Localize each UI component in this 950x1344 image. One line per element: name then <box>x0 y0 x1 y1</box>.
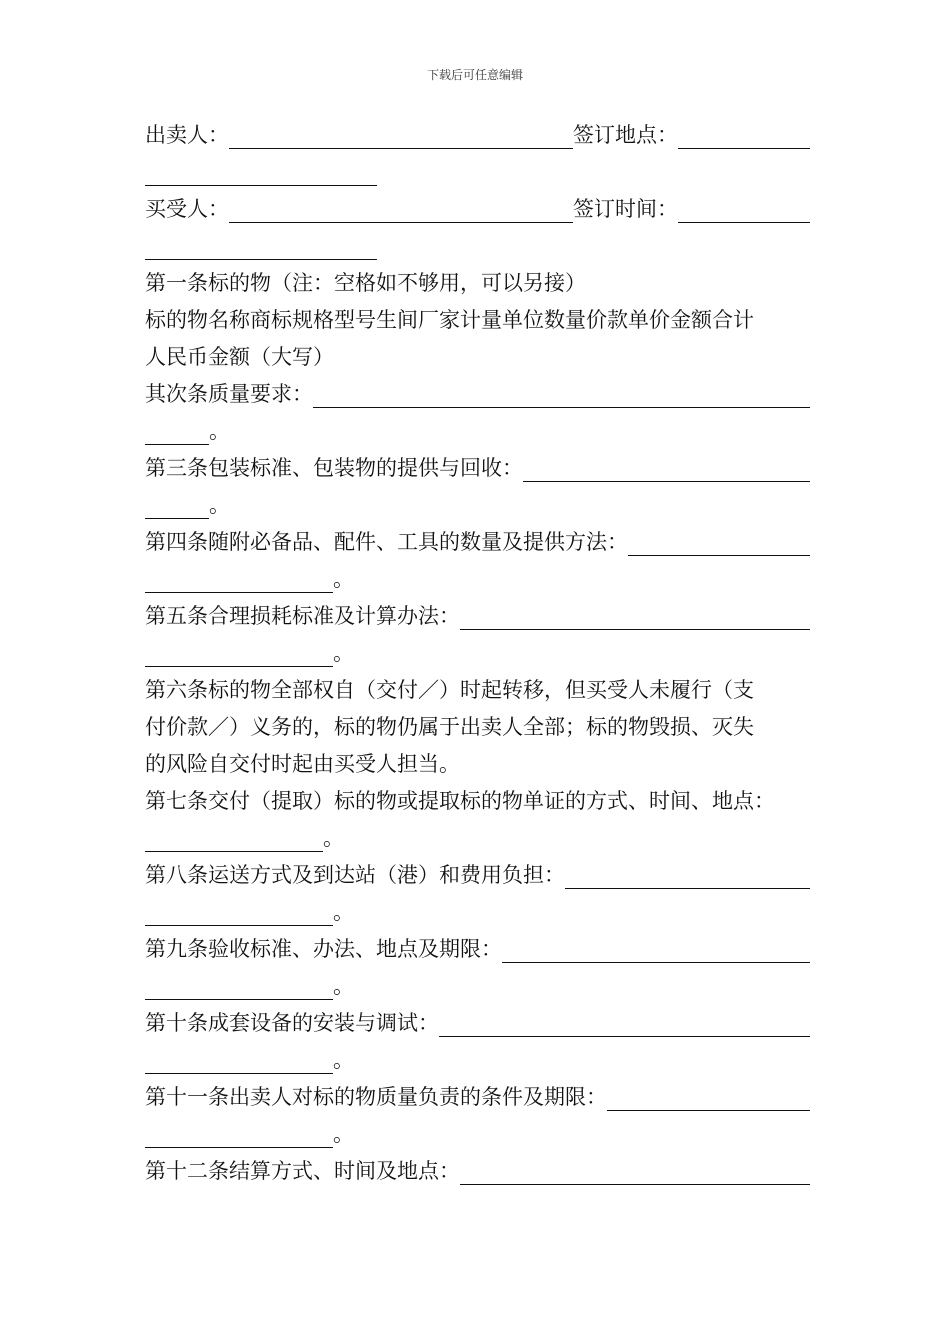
article-11 <box>145 1079 810 1116</box>
article-10-continuation <box>145 1042 810 1079</box>
article-12 <box>145 1153 810 1190</box>
seller-blank[interactable] <box>229 123 573 149</box>
article-6-line-3 <box>145 746 810 783</box>
article-7-continuation <box>145 820 810 857</box>
article-9 <box>145 931 810 968</box>
seller-continuation <box>145 154 810 191</box>
article-8-text: 第八条运送方式及到达站（港）和费用负担： <box>145 863 565 887</box>
article-10-text: 第十条成套设备的安装与调试： <box>145 1011 439 1035</box>
article-1-text: 第一条标的物（注：空格如不够用，可以另接） <box>145 271 586 295</box>
period: 。 <box>333 1122 354 1146</box>
article-9-text: 第九条验收标准、办法、地点及期限： <box>145 937 502 961</box>
article-11-blank[interactable] <box>607 1085 810 1111</box>
article-7-text: 第七条交付（提取）标的物或提取标的物单证的方式、时间、地点： <box>145 789 775 813</box>
period: 。 <box>209 493 230 517</box>
article-8-blank[interactable] <box>565 863 810 889</box>
article-2-continuation <box>145 413 810 450</box>
buyer-blank[interactable] <box>229 197 573 223</box>
buyer-line <box>145 191 810 228</box>
article-6-text-1: 第六条标的物全部权自（交付／）时起转移，但买受人未履行（支 <box>145 678 754 702</box>
article-3-text: 第三条包装标准、包装物的提供与回收： <box>145 456 523 480</box>
buyer-continuation <box>145 228 810 265</box>
article-8-continuation <box>145 894 810 931</box>
article-6-line-1 <box>145 672 810 709</box>
article-3-continuation <box>145 487 810 524</box>
article-6-text-3: 的风险自交付时起由买受人担当。 <box>145 752 460 776</box>
article-6-text-2: 付价款／）义务的，标的物仍属于出卖人全部；标的物毁损、灭失 <box>145 715 754 739</box>
article-2-text: 其次条质量要求： <box>145 382 313 406</box>
article-3-blank-cont[interactable] <box>145 493 209 519</box>
period: 。 <box>333 1048 354 1072</box>
article-9-blank[interactable] <box>502 937 810 963</box>
article-10-blank-cont[interactable] <box>145 1048 333 1074</box>
article-2-blank[interactable] <box>313 382 810 408</box>
sign-time-blank[interactable] <box>678 197 810 223</box>
seller-label: 出卖人： <box>145 123 229 147</box>
article-5 <box>145 598 810 635</box>
article-2-blank-cont[interactable] <box>145 419 209 445</box>
article-1-columns-text: 标的物名称商标规格型号生间厂家计量单位数量价款单价金额合计 <box>145 308 754 332</box>
article-4-blank-cont[interactable] <box>145 567 333 593</box>
article-1-total-text: 人民币金额（大写） <box>145 345 334 369</box>
article-11-continuation <box>145 1116 810 1153</box>
sign-time-label: 签订时间： <box>573 197 678 221</box>
article-7 <box>145 783 810 820</box>
article-4 <box>145 524 810 561</box>
article-4-continuation <box>145 561 810 598</box>
article-1-columns <box>145 302 810 339</box>
article-3-blank[interactable] <box>523 456 810 482</box>
sign-time-blank-cont[interactable] <box>145 234 377 260</box>
page-header: 下载后可任意编辑 <box>426 68 523 82</box>
article-8-blank-cont[interactable] <box>145 900 333 926</box>
sign-place-blank[interactable] <box>678 123 810 149</box>
article-12-text: 第十二条结算方式、时间及地点： <box>145 1159 460 1183</box>
period: 。 <box>333 641 354 665</box>
sign-place-blank-cont[interactable] <box>145 160 377 186</box>
article-6-line-2 <box>145 709 810 746</box>
article-11-blank-cont[interactable] <box>145 1122 333 1148</box>
article-1-total <box>145 339 810 376</box>
article-1 <box>145 265 810 302</box>
seller-line <box>145 117 810 154</box>
period: 。 <box>323 826 344 850</box>
period: 。 <box>209 419 230 443</box>
article-3 <box>145 450 810 487</box>
article-4-text: 第四条随附必备品、配件、工具的数量及提供方法： <box>145 530 628 554</box>
article-5-blank[interactable] <box>460 604 810 630</box>
period: 。 <box>333 567 354 591</box>
article-10 <box>145 1005 810 1042</box>
period: 。 <box>333 974 354 998</box>
article-5-continuation <box>145 635 810 672</box>
article-2 <box>145 376 810 413</box>
article-10-blank[interactable] <box>439 1011 810 1037</box>
article-5-text: 第五条合理损耗标准及计算办法： <box>145 604 460 628</box>
article-9-continuation <box>145 968 810 1005</box>
article-5-blank-cont[interactable] <box>145 641 333 667</box>
article-8 <box>145 857 810 894</box>
article-11-text: 第十一条出卖人对标的物质量负责的条件及期限： <box>145 1085 607 1109</box>
article-4-blank[interactable] <box>628 530 810 556</box>
article-12-blank[interactable] <box>460 1159 810 1185</box>
buyer-label: 买受人： <box>145 197 229 221</box>
contract-body <box>145 117 810 1190</box>
sign-place-label: 签订地点： <box>573 123 678 147</box>
article-9-blank-cont[interactable] <box>145 974 333 1000</box>
period: 。 <box>333 900 354 924</box>
article-7-blank[interactable] <box>145 826 323 852</box>
